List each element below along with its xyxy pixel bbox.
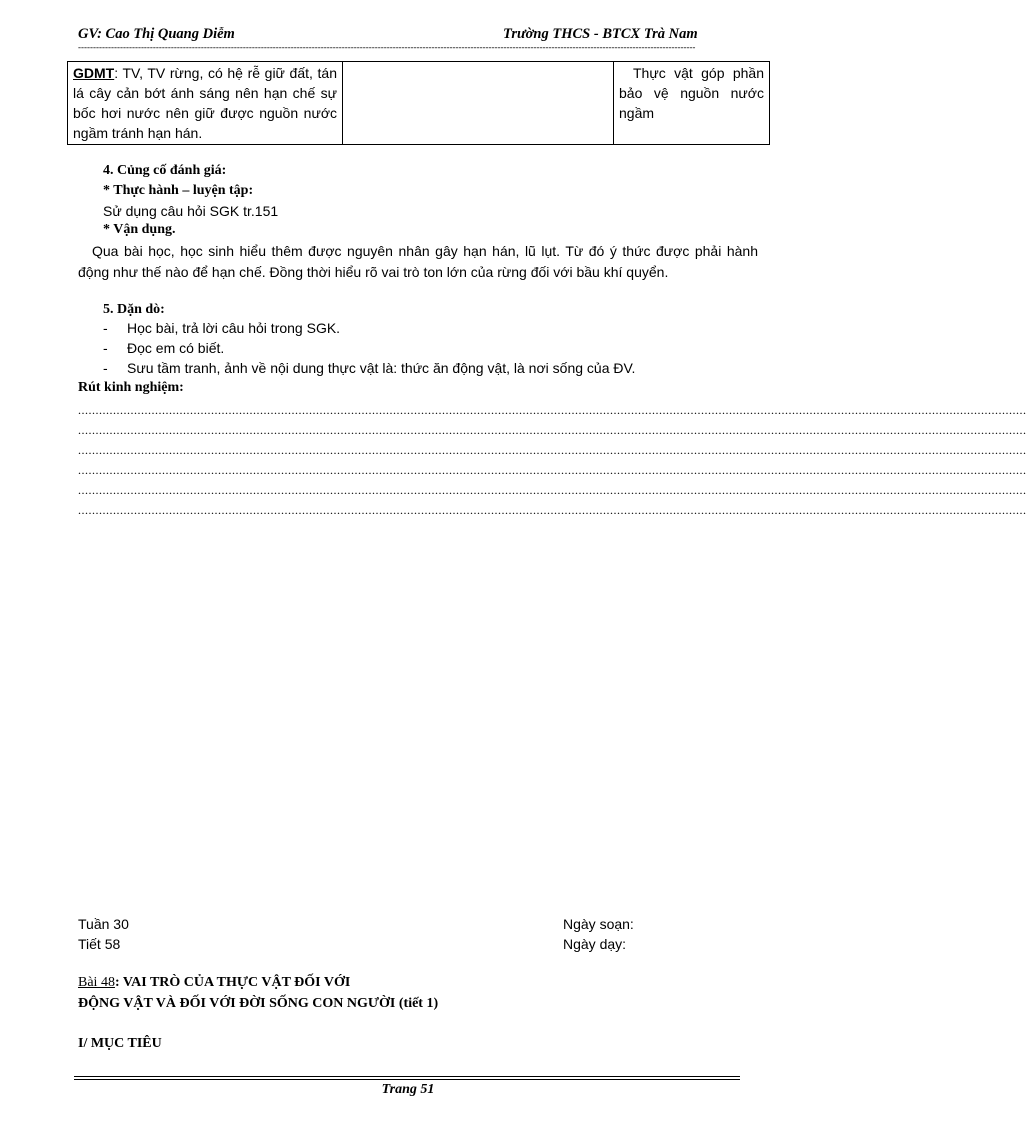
experience-line: ............................................................................................................................................................................................................................................................................... — [78, 403, 1027, 417]
lesson-title-part1: : VAI TRÒ CỦA THỰC VẬT ĐỐI VỚI — [114, 975, 351, 990]
content-table — [67, 61, 770, 145]
experience-heading: Rút kinh nghiệm: — [78, 380, 184, 395]
list-item-text: Sưu tầm tranh, ảnh về nội dung thực vật là: thức ăn động vật, là nơi sống của ĐV. — [127, 360, 636, 376]
header-rule: -------------------------------------------------------------------------------------------------------------------------------------------------------------------------------------------------------------- — [78, 42, 696, 52]
header-school: Trường THCS - BTCX Trà Nam — [503, 26, 698, 42]
experience-line: ............................................................................................................................................................................................................................................................................... — [78, 463, 1027, 477]
lesson-title-line1 — [78, 975, 350, 991]
header-teacher: GV: Cao Thị Quang Diễm — [78, 26, 235, 42]
section4-heading: 4. Củng cố đánh giá: — [103, 163, 227, 178]
table-row — [68, 62, 770, 145]
footer-rule — [74, 1079, 740, 1080]
list-dash: - — [103, 340, 108, 356]
list-dash: - — [103, 320, 108, 336]
apply-heading: * Vận dụng. — [103, 222, 176, 237]
table-cell-empty — [343, 62, 614, 145]
list-item — [103, 360, 635, 376]
teach-date-label: Ngày dạy: — [563, 936, 627, 952]
practice-text: Sử dụng câu hỏi SGK tr.151 — [103, 203, 279, 219]
table-cell-result — [614, 62, 770, 145]
gdmt-text: : TV, TV rừng, có hệ rễ giữ đất, tán lá cây cản bớt ánh sáng nên hạn chế sự bốc hơi nước nên giữ được nguồn nước ngầm tránh hạn hán. — [73, 65, 337, 141]
section5-heading: 5. Dặn dò: — [103, 302, 165, 317]
list-item — [103, 320, 340, 336]
practice-heading: * Thực hành – luyện tập: — [103, 183, 254, 198]
footer-rule — [74, 1076, 740, 1077]
page-number: Trang 51 — [381, 1082, 435, 1097]
experience-line: ............................................................................................................................................................................................................................................................................... — [78, 423, 1027, 437]
list-dash: - — [103, 360, 108, 376]
lesson-title-line2: ĐỘNG VẬT VÀ ĐỐI VỚI ĐỜI SỐNG CON NGƯỜI (tiết 1) — [78, 996, 439, 1011]
lesson-label: Bài 48 — [78, 975, 115, 990]
objective-heading: I/ MỤC TIÊU — [78, 1036, 162, 1051]
list-item-text: Đọc em có biết. — [127, 340, 225, 356]
list-item — [103, 340, 224, 356]
experience-line: ............................................................................................................................................................................................................................................................................... — [78, 443, 1027, 457]
apply-text: Qua bài học, học sinh hiểu thêm được nguyên nhân gây hạn hán, lũ lụt. Từ đó ý thức được phải hành động như thế nào để hạn chế. Đồng thời hiểu rõ vai trò ton lớn của rừng đối với bầu khí quyển. — [78, 243, 758, 280]
experience-line: ............................................................................................................................................................................................................................................................................... — [78, 503, 1027, 517]
list-item-text: Học bài, trả lời câu hỏi trong SGK. — [127, 320, 341, 336]
period-label: Tiết 58 — [78, 936, 121, 952]
week-label: Tuần 30 — [78, 916, 129, 932]
gdmt-label: GDMT — [73, 65, 115, 81]
result-text: Thực vật góp phần bảo vệ nguồn nước ngầm — [619, 65, 764, 121]
experience-line: ............................................................................................................................................................................................................................................................................... — [78, 483, 1027, 497]
prep-date-label: Ngày soạn: — [563, 916, 634, 932]
table-cell-gdmt — [68, 62, 343, 145]
